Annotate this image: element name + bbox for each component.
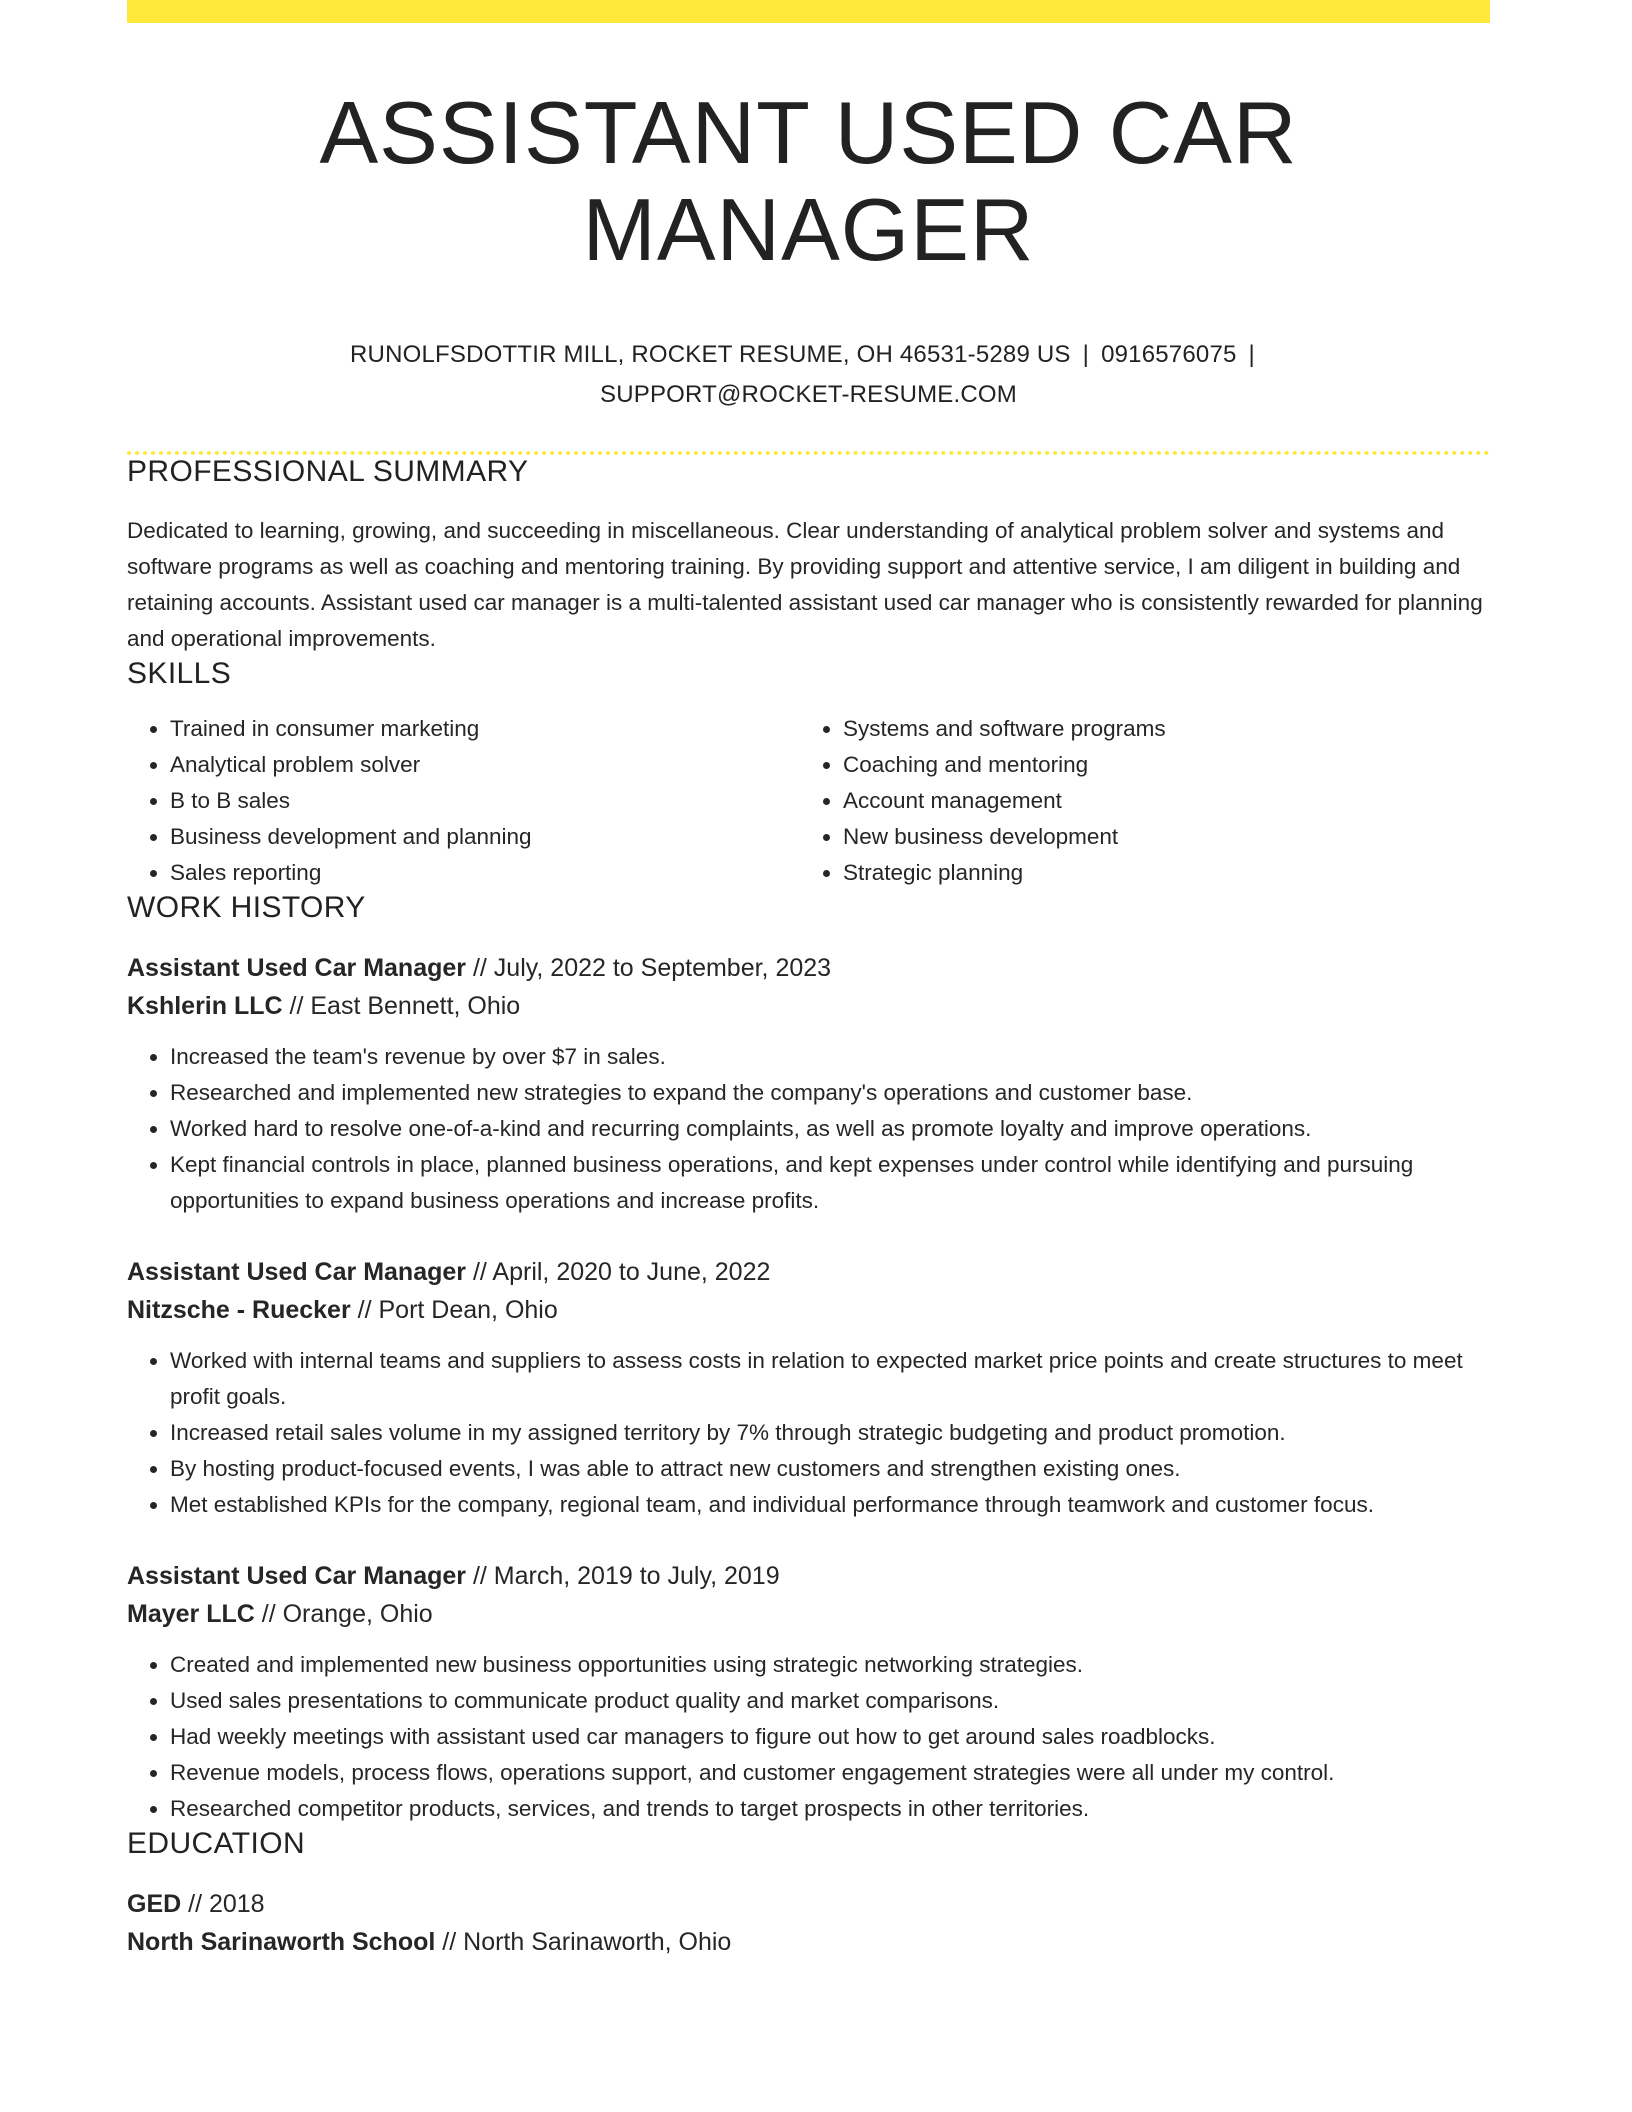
skill-item: • Strategic planning <box>843 855 1473 891</box>
job-dates: // April, 2020 to June, 2022 <box>466 1257 771 1286</box>
job-company: Nitzsche - Ruecker <box>127 1295 351 1324</box>
job-company-line <box>127 1595 1490 1633</box>
job-role-line <box>127 949 1490 987</box>
job-role-line <box>127 1557 1490 1595</box>
contact-line-2 <box>127 375 1490 415</box>
job-dates: // July, 2022 to September, 2023 <box>466 953 832 982</box>
phone: 0916576075 <box>1101 340 1237 368</box>
job-role: Assistant Used Car Manager <box>127 953 467 982</box>
skills-heading: SKILLS <box>127 656 232 690</box>
job-role: Assistant Used Car Manager <box>127 1561 467 1590</box>
job-company-line <box>127 1291 1490 1329</box>
work-history-heading: WORK HISTORY <box>127 890 366 924</box>
job-location: // Orange, Ohio <box>254 1599 433 1628</box>
duty-item: • Kept financial controls in place, planned business operations, and kept expenses under control while identifying and pursuing opportunities to expand business operations and increase profits. <box>170 1147 1490 1219</box>
job-duties <box>127 1343 1490 1523</box>
duty-item: • Had weekly meetings with assistant used car managers to figure out how to get around sales roadblocks. <box>170 1719 1490 1755</box>
skills-column-left <box>127 711 800 891</box>
duty-item: • Researched and implemented new strategies to expand the company's operations and customer base. <box>170 1075 1490 1111</box>
education-degree: GED <box>127 1889 182 1918</box>
education-heading: EDUCATION <box>127 1826 306 1860</box>
job-location: // Port Dean, Ohio <box>350 1295 558 1324</box>
duty-item: • Created and implemented new business opportunities using strategic networking strategies. <box>170 1647 1490 1683</box>
address: RUNOLFSDOTTIR MILL, ROCKET RESUME, OH 46531-5289 US <box>350 340 1071 368</box>
duty-item: • Worked with internal teams and suppliers to assess costs in relation to expected market price points and create structures to meet profit goals. <box>170 1343 1490 1415</box>
education-entry <box>127 1885 1490 1961</box>
contact-info <box>127 335 1490 415</box>
skill-item: • Systems and software programs <box>843 711 1473 747</box>
duty-item: • Worked hard to resolve one-of-a-kind and recurring complaints, as well as promote loyalty and improve operations. <box>170 1111 1490 1147</box>
resume-page <box>127 0 1490 1961</box>
education-school-line <box>127 1923 1490 1961</box>
education-school: North Sarinaworth School <box>127 1927 436 1956</box>
duty-item: • By hosting product-focused events, I was able to attract new customers and strengthen existing ones. <box>170 1451 1490 1487</box>
skill-item: • Coaching and mentoring <box>843 747 1473 783</box>
email: SUPPORT@ROCKET-RESUME.COM <box>600 380 1017 408</box>
job-company: Mayer LLC <box>127 1599 255 1628</box>
job-entry <box>127 1253 1490 1523</box>
top-accent-bar <box>127 0 1490 23</box>
skills-list <box>127 711 1490 891</box>
skill-item: • B to B sales <box>170 783 800 819</box>
contact-line-1 <box>127 335 1490 375</box>
education-degree-line <box>127 1885 1490 1923</box>
summary-heading: PROFESSIONAL SUMMARY <box>127 454 529 488</box>
education-year: // 2018 <box>181 1889 265 1918</box>
job-company: Kshlerin LLC <box>127 991 283 1020</box>
job-entry <box>127 949 1490 1219</box>
duty-item: • Revenue models, process flows, operations support, and customer engagement strategies were all under my control. <box>170 1755 1490 1791</box>
duty-item: • Used sales presentations to communicate product quality and market comparisons. <box>170 1683 1490 1719</box>
job-location: // East Bennett, Ohio <box>282 991 521 1020</box>
skill-item: • Trained in consumer marketing <box>170 711 800 747</box>
job-duties <box>127 1647 1490 1827</box>
resume-title: ASSISTANT USED CAR MANAGER <box>319 83 1298 279</box>
skill-item: • Account management <box>843 783 1473 819</box>
contact-separator: | <box>1082 340 1090 368</box>
education-location: // North Sarinaworth, Ohio <box>435 1927 732 1956</box>
duty-item: • Increased the team's revenue by over $7 in sales. <box>170 1039 1490 1075</box>
summary-text: Dedicated to learning, growing, and succeeding in miscellaneous. Clear understanding of analytical problem solver and systems and software programs as well as coaching and mentoring training. By providing support and attentive service, I am diligent in building and retaining accounts. Assistant used car manager is a multi-talented assistant used car manager who is consistently rewarded for planning and operational improvements. <box>127 517 1483 651</box>
job-role: Assistant Used Car Manager <box>127 1257 467 1286</box>
skill-item: • Sales reporting <box>170 855 800 891</box>
job-duties <box>127 1039 1490 1219</box>
job-dates: // March, 2019 to July, 2019 <box>466 1561 780 1590</box>
skill-item: • Analytical problem solver <box>170 747 800 783</box>
skills-column-right <box>800 711 1473 891</box>
duty-item: • Met established KPIs for the company, regional team, and individual performance through teamwork and customer focus. <box>170 1487 1490 1523</box>
skill-item: • Business development and planning <box>170 819 800 855</box>
duty-item: • Researched competitor products, services, and trends to target prospects in other territories. <box>170 1791 1490 1827</box>
job-entry <box>127 1557 1490 1827</box>
job-company-line <box>127 987 1490 1025</box>
skill-item: • New business development <box>843 819 1473 855</box>
duty-item: • Increased retail sales volume in my assigned territory by 7% through strategic budgeting and product promotion. <box>170 1415 1490 1451</box>
job-role-line <box>127 1253 1490 1291</box>
contact-separator: | <box>1248 340 1255 368</box>
